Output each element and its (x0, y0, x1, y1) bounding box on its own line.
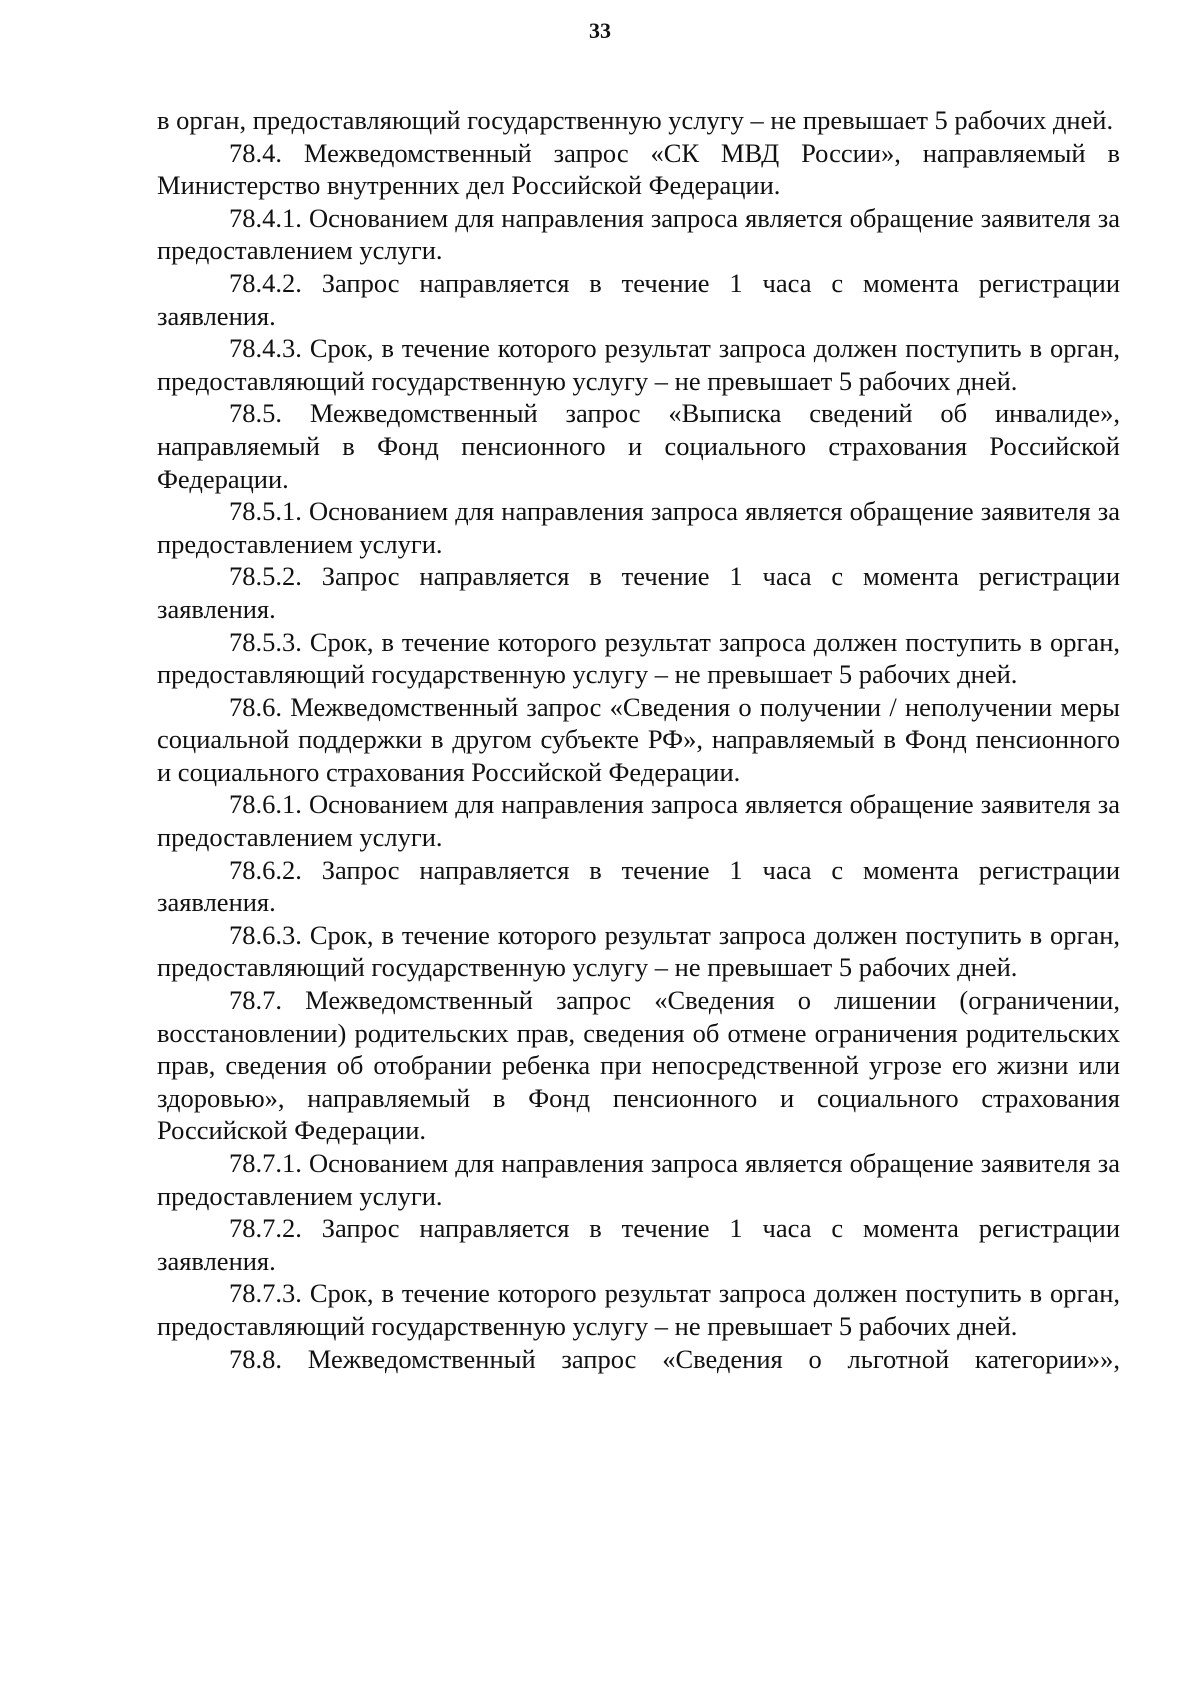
paragraph: 78.7.3. Срок, в течение которого результат запроса должен поступить в орган, предоставляющий государственную услугу – не превышает 5 рабочих дней. (157, 1278, 1120, 1341)
paragraph: в орган, предоставляющий государственную услугу – не превышает 5 рабочих дней. (157, 105, 1114, 135)
paragraph: 78.7. Межведомственный запрос «Сведения о лишении (ограничении, восстановлении) родительских прав, сведения об отмене ограничения родительских прав, сведения об отобрании ребенка при непосредственной угрозе его жизни или здоровью», направляемый в Фонд пенсионного и социального страхования Российской Федерации. (157, 985, 1120, 1146)
paragraph: 78.5.3. Срок, в течение которого результат запроса должен поступить в орган, предоставляющий государственную услугу – не превышает 5 рабочих дней. (157, 626, 1120, 690)
paragraph: 78.4.2. Запрос направляется в течение 1 часа с момента регистрации заявления. (157, 267, 1120, 331)
paragraph: 78.5. Межведомственный запрос «Выписка сведений об инвалиде», направляемый в Фонд пенсионного и социального страхования Российской Федерации. (157, 398, 1120, 494)
paragraph: 78.6.3. Срок, в течение которого результат запроса должен поступить в орган, предоставляющий государственную услугу – не превышает 5 рабочих дней. (157, 919, 1120, 983)
document-body (157, 104, 1120, 1375)
paragraph: 78.6. Межведомственный запрос «Сведения о получении / неполучении меры социальной поддержки в другом субъекте РФ», направляемый в Фонд пенсионного и социального страхования Российской Федерации. (157, 691, 1120, 787)
paragraph: 78.5.1. Основанием для направления запроса является обращение заявителя за предоставлением услуги. (157, 496, 1120, 559)
paragraph: 78.7.2. Запрос направляется в течение 1 часа с момента регистрации заявления. (157, 1213, 1120, 1276)
paragraph: 78.4.3. Срок, в течение которого результат запроса должен поступить в орган, предоставляющий государственную услугу – не превышает 5 рабочих дней. (157, 333, 1120, 396)
paragraph: 78.6.1. Основанием для направления запроса является обращение заявителя за предоставлением услуги. (157, 789, 1120, 853)
paragraph: 78.5.2. Запрос направляется в течение 1 часа с момента регистрации заявления. (157, 561, 1120, 624)
page-number: 33 (589, 18, 611, 43)
paragraph: 78.6.2. Запрос направляется в течение 1 часа с момента регистрации заявления. (157, 854, 1120, 918)
paragraph: 78.4. Межведомственный запрос «СК МВД России», направляемый в Министерство внутренних дел Российской Федерации. (157, 137, 1120, 201)
paragraph: 78.7.1. Основанием для направления запроса является обращение заявителя за предоставлением услуги. (157, 1148, 1120, 1211)
paragraph: 78.8. Межведомственный запрос «Сведения о льготной категории»», (229, 1343, 1120, 1374)
paragraph: 78.4.1. Основанием для направления запроса является обращение заявителя за предоставлением услуги. (157, 202, 1120, 266)
